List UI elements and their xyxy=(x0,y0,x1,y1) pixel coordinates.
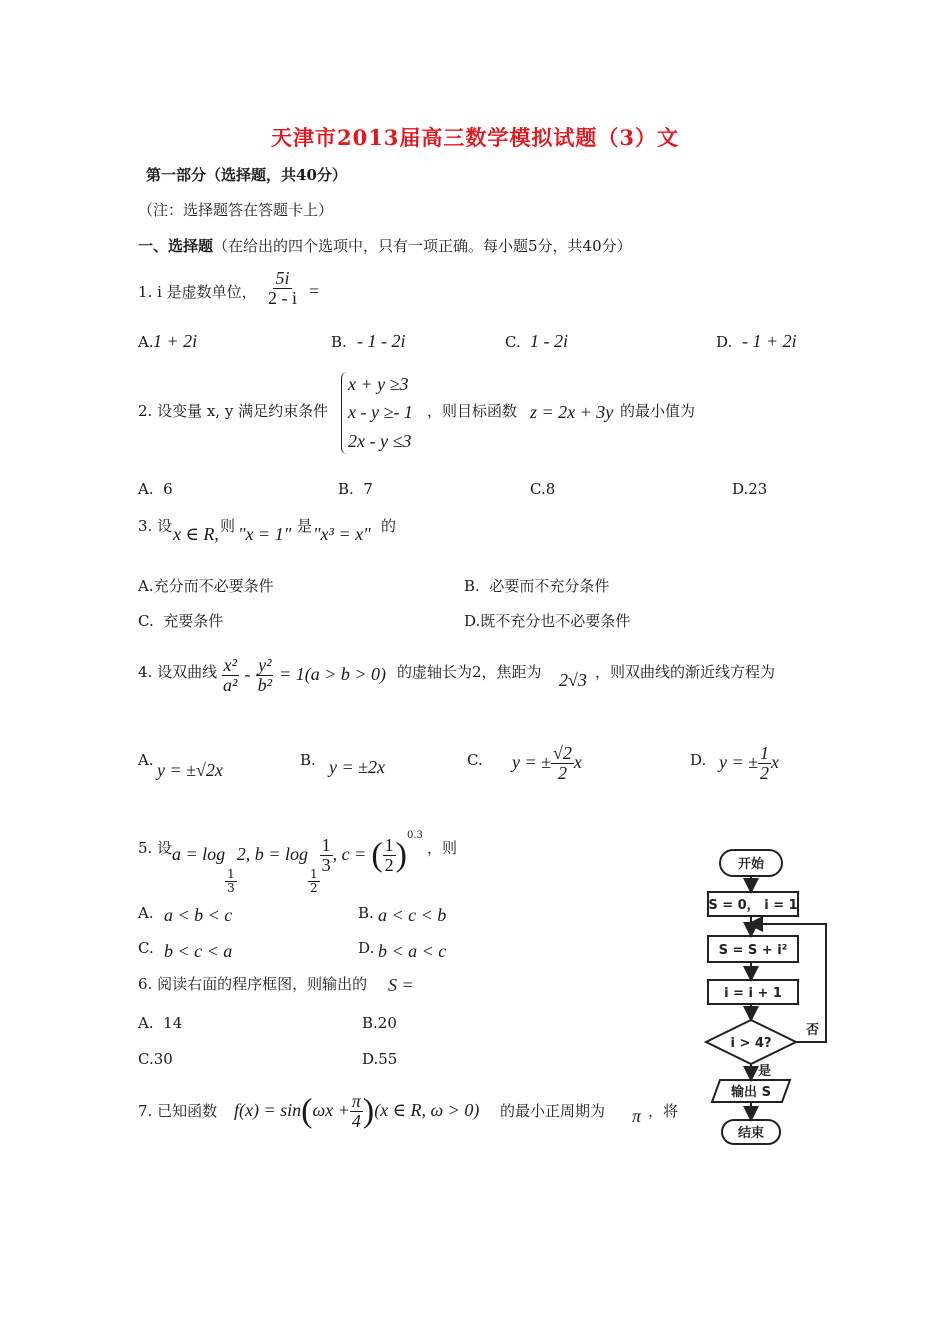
q7-period: π xyxy=(632,1106,642,1126)
q2-constraint-3: 2x - y ≤3 xyxy=(348,431,412,451)
q4-option-b-value: y = ±2x xyxy=(329,757,386,777)
question-5-stem: 5. 设 xyxy=(138,839,173,857)
part-one-heading: 第一部分（选择题，共40分） xyxy=(146,166,347,184)
q2-option-d: D.23 xyxy=(732,480,768,498)
page-title: 天津市2013届高三数学模拟试题（3）文 xyxy=(270,125,680,150)
section-one-label: 一、选择题 xyxy=(138,237,214,255)
q4-hyperbola: $\frac{\text{x²}}{\text{a²}}$ - $\frac{\text{y²}}{\text{b²}}$ = 1(a > b > 0) xyxy=(223,655,387,695)
q7-tail-text: ，将 xyxy=(648,1102,679,1120)
q3-option-b: B. 必要而不充分条件 xyxy=(464,577,610,595)
q1-option-b-value: - 1 - 2i xyxy=(357,331,406,351)
q2-tail-text: 的最小值为 xyxy=(620,402,696,420)
q6-option-a: A. 14 xyxy=(138,1014,183,1032)
q3-expr-2: "x = 1" xyxy=(238,524,292,544)
q2-option-b: B. 7 xyxy=(338,480,373,498)
q5-option-c-value: b < c < a xyxy=(164,941,233,961)
q6-output-var: S = xyxy=(388,975,414,995)
q1-option-c-label: C. xyxy=(505,333,521,351)
q4-option-c-label: C. xyxy=(467,751,483,769)
flow-sum-label: S = S + i² xyxy=(718,943,788,958)
q4-option-a-label: A. xyxy=(138,751,154,769)
q4-focal-length: 2√3 xyxy=(559,670,587,690)
flow-init-label: S = 0， i = 1 xyxy=(708,898,798,913)
q2-objective: z = 2x + 3y xyxy=(530,402,614,422)
q4-option-b-label: B. xyxy=(300,751,316,769)
q3-tail: 的 xyxy=(381,517,397,535)
flow-output-label: 输出 S xyxy=(731,1085,771,1100)
q3-option-a: A.充分而不必要条件 xyxy=(138,577,274,595)
question-7-stem: 7. 已知函数 xyxy=(138,1102,218,1120)
q5-option-b-label: B. xyxy=(358,904,374,922)
program-flowchart xyxy=(690,838,840,1148)
flow-start-label: 开始 xyxy=(737,857,765,872)
q3-expr-1: x ∈ R, xyxy=(173,524,219,544)
q5-option-a-label: A. xyxy=(138,904,154,922)
q4-mid-text: 的虚轴长为2，焦距为 xyxy=(397,663,542,681)
question-1-stem: 1. i 是虚数单位， xyxy=(138,283,257,301)
q5-option-d-value: b < a < c xyxy=(378,941,447,961)
q1-frac-den: 2 - i xyxy=(268,287,297,308)
section-one-desc: （在给出的四个选项中，只有一项正确。每小题5分，共40分） xyxy=(213,237,632,255)
flow-decision-label: i > 4? xyxy=(730,1036,772,1051)
q3-then: 则 xyxy=(220,517,236,535)
q5-option-d-label: D. xyxy=(358,939,375,957)
q5-option-a-value: a < b < c xyxy=(164,905,233,925)
section-one-heading xyxy=(138,236,632,256)
q5-tail-text: ，则 xyxy=(427,839,458,857)
q1-frac-num: 5i xyxy=(275,268,290,288)
q1-equals: = xyxy=(309,281,320,301)
question-1-fraction xyxy=(266,269,299,308)
q4-option-d-value: y = ± $\frac{1}{2}$ x xyxy=(719,743,780,783)
question-2-stem: 2. 设变量 x, y 满足约束条件 xyxy=(138,402,329,420)
q4-option-d-label: D. xyxy=(690,751,707,769)
q5-option-c-label: C. xyxy=(138,939,154,957)
flow-end-label: 结束 xyxy=(737,1126,765,1141)
q3-expr-3: "x³ = x" xyxy=(313,524,371,544)
q1-option-a-value: 1 + 2i xyxy=(153,331,198,351)
q2-constraint-1: x + y ≥3 xyxy=(348,374,409,394)
answer-note: （注：选择题答在答题卡上） xyxy=(138,201,334,219)
q1-option-c-value: 1 - 2i xyxy=(530,331,568,351)
flow-no-label: 否 xyxy=(806,1023,820,1038)
q7-mid-text: 的最小正周期为 xyxy=(500,1102,606,1120)
question-6-stem: 6. 阅读右面的程序框图，则输出的 xyxy=(138,975,368,993)
q5-expression: a = log $\frac{1}{3}$ 2, b = log $\frac{1}{2}$ $\frac{1}{3}$ , c = ( $\frac{1}{2}$ )$^{0.3}$ xyxy=(172,830,423,895)
q2-option-a: A. 6 xyxy=(138,480,173,498)
q4-option-c-value: y = ± $\frac{√2}{2}$ x xyxy=(512,743,582,783)
q4-option-a-value: y = ±√2x xyxy=(157,760,223,780)
q2-option-c: C.8 xyxy=(530,480,556,498)
q3-option-d: D.既不充分也不必要条件 xyxy=(464,612,631,630)
q1-option-b-label: B. xyxy=(331,333,347,351)
q2-constraint-2: x - y ≥- 1 xyxy=(348,402,413,422)
q2-mid-text: ，则目标函数 xyxy=(427,402,518,420)
q3-is: 是 xyxy=(297,517,313,535)
q5-option-b-value: a < c < b xyxy=(378,905,447,925)
q1-option-d-label: D. xyxy=(716,333,733,351)
flow-yes-label: 是 xyxy=(758,1064,772,1079)
q1-option-a-label: A. xyxy=(138,333,154,351)
q6-option-d: D.55 xyxy=(362,1050,398,1068)
flow-increment-label: i = i + 1 xyxy=(724,986,782,1001)
q6-option-b: B.20 xyxy=(362,1014,397,1032)
q1-option-d-value: - 1 + 2i xyxy=(742,331,797,351)
question-3-stem: 3. 设 xyxy=(138,517,173,535)
q6-option-c: C.30 xyxy=(138,1050,173,1068)
q2-constraint-brace xyxy=(341,372,348,454)
q7-function: f(x) = sin(ωx + $\frac{\pi}{4}$ )(x ∈ R, ω > 0) xyxy=(234,1091,480,1131)
question-4-stem: 4. 设双曲线 xyxy=(138,663,218,681)
q4-tail-text: ，则双曲线的渐近线方程为 xyxy=(595,663,776,681)
q3-option-c: C. 充要条件 xyxy=(138,612,224,630)
